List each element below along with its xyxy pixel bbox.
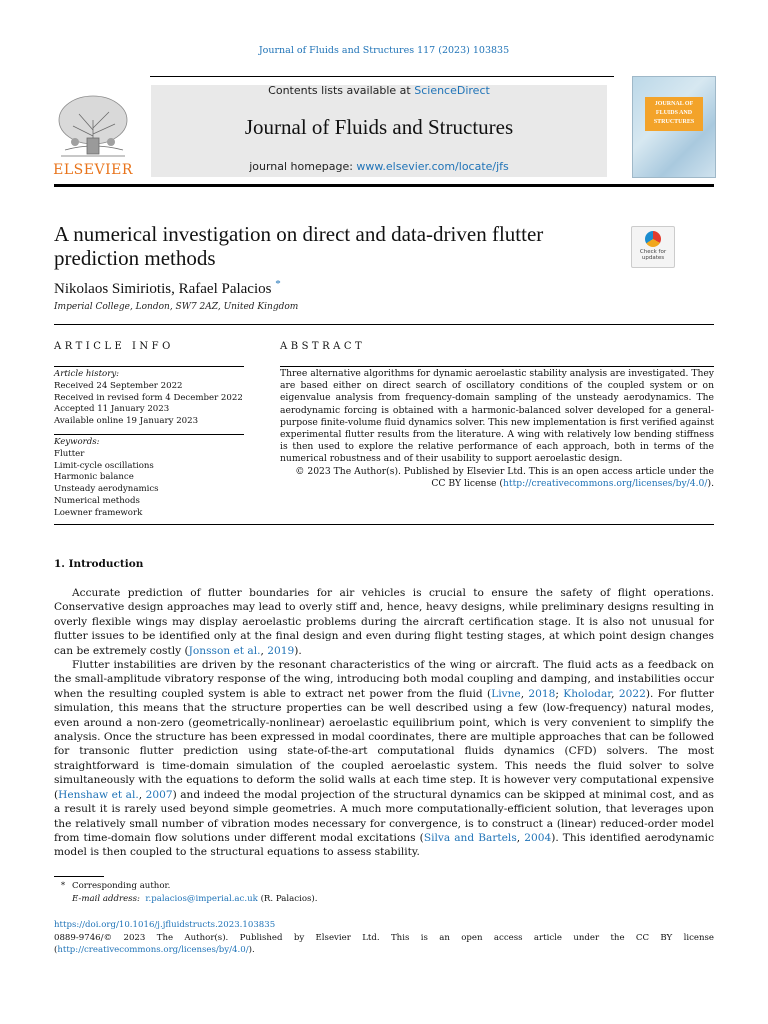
text-run: ). This identified aerodynamic model is then coupled to the structural equations to assess stability.: [54, 831, 715, 859]
abstract-text: Three alternative algorithms for dynamic aeroelastic stability analysis are investigated. They are based either on direct search of oscillatory conditions of the coupled system or on eigenvalue analysis from frequency-domain sampling of the unsteady aerodynamics. The aerodynamic forcing is obtained with a harmonic-balanced solver developed for a general-purpose finite-volume fluid dynamics solver. This new implementation is first verified against experimental flutter results from the literature. A wing with relatively low bending stiffness is then used to explore the relative performance of each approach, both in terms of the numerical robustness and of their usability to support aeroelastic design.: [280, 368, 715, 465]
copyright-prefix: © 2023 The Author(s). Published by Elsevier Ltd. This is an open access article under the CC BY license (: [295, 465, 714, 489]
license-link-footer[interactable]: http://creativecommons.org/licenses/by/4.0/: [57, 945, 249, 955]
citation-link[interactable]: Kholodar: [563, 687, 612, 700]
journal-title: Journal of Fluids and Structures: [244, 115, 514, 139]
keywords-heading: Keywords:: [54, 437, 100, 447]
license-link[interactable]: http://creativecommons.org/licenses/by/4.0/: [503, 477, 708, 489]
article-history: [54, 369, 254, 428]
affiliation: Imperial College, London, SW7 2AZ, United Kingdom: [54, 302, 299, 312]
history-item: Received 24 September 2022: [54, 380, 183, 391]
text-run: ,: [611, 687, 619, 700]
contents-prefix: Contents lists available at: [268, 84, 415, 97]
publisher-wordmark[interactable]: ELSEVIER: [53, 162, 133, 178]
abstract-rule: [280, 366, 714, 367]
citation-link[interactable]: Silva and Bartels: [423, 831, 517, 844]
citation-link[interactable]: Henshaw et al.: [58, 788, 139, 801]
corresponding-author-marker[interactable]: *: [275, 278, 281, 290]
keyword-item: Numerical methods: [54, 495, 140, 506]
email-note: [54, 893, 714, 906]
issn-prefix: 0889-9746/© 2023 The Author(s). Published by Elsevier Ltd. This is an open access article under the CC BY license (: [54, 932, 714, 955]
author-list: [54, 278, 281, 298]
crossmark-icon: [645, 231, 661, 247]
abstract-body: [280, 368, 714, 490]
citation-link[interactable]: Livne: [491, 687, 521, 700]
citation-year-link[interactable]: 2019: [267, 644, 295, 657]
paragraph: [54, 658, 714, 860]
text-run: ). For flutter simulation, this means that the structure properties can be well described using a few (low-frequency) natural modes, even around a non-zero (geometrically-nonlinear) aeroelastic equilibrium point, which is very convenient to simplify the analysis. Once the structure has been expressed in modal coordinates, there are multiple approaches that can be followed for transonic flutter prediction using state-of-the-art computational fluids dynamics (CFD) solvers. The most straightforward is time-domain simulation of the coupled aeroelastic system. This needs the fluid solver to solve simultaneously with the equations to deform the solid walls at each time step. It is however very computational expensive (: [54, 687, 714, 801]
keywords: [54, 437, 254, 520]
citation-link[interactable]: Jonsson et al.: [188, 644, 261, 657]
keyword-item: Loewner framework: [54, 507, 143, 518]
text-run: Accurate prediction of flutter boundaries for air vehicles is crucial to ensure the safety of flight operations. Conservative design approaches may lead to overly stiff and, hence, heavy designs, while preliminary designs resulting in overly flexible wings may display aeroelastic problems during the aircraft certification stage. It is also not unusual for flutter issues to be identified only at the final design and even during flight testing stages, at which point design changes can be extremely costly (: [54, 587, 714, 657]
footnote: [54, 880, 714, 905]
journal-homepage-line: [151, 160, 607, 173]
section-heading-introduction: 1. Introduction: [54, 558, 144, 570]
keyword-item: Limit-cycle oscillations: [54, 460, 154, 471]
citation-year-link[interactable]: 2004: [524, 831, 552, 844]
corresponding-author-note: [54, 880, 714, 893]
keyword-item: Flutter: [54, 448, 85, 459]
contents-line: [151, 84, 607, 97]
journal-citation[interactable]: Journal of Fluids and Structures 117 (2023) 103835: [258, 45, 510, 56]
abstract-copyright: [280, 466, 714, 490]
article-info-heading: ARTICLE INFO: [54, 341, 174, 352]
citation-year-link[interactable]: 2007: [145, 788, 173, 801]
history-heading: Article history:: [54, 369, 120, 379]
text-run: ;: [555, 687, 564, 700]
title-bottom-rule: [54, 324, 714, 325]
abstract-heading: ABSTRACT: [280, 341, 366, 352]
history-item: Available online 19 January 2023: [54, 416, 199, 427]
text-run: Flutter instabilities are driven by the resonant characteristics of the wing or aircraft. The fluid acts as a feedback on the small-amplitude vibratory response of the wing, introducing both modal coupling and damping, and instabilities occur when the resulting coupled system is able to extract net power from the fluid (: [54, 659, 714, 700]
email-link[interactable]: r.palacios@imperial.ac.uk: [145, 893, 258, 904]
text-run: ,: [260, 644, 268, 657]
authors-names: Nikolaos Simiriotis, Rafael Palacios: [54, 281, 272, 297]
article-info-rule: [54, 366, 244, 367]
footnote-mark: *: [60, 881, 66, 891]
doi-block: [54, 919, 714, 957]
text-run: ).: [294, 644, 302, 657]
history-keywords-rule: [54, 434, 244, 435]
issn-line: [54, 932, 714, 957]
text-run: ,: [520, 687, 529, 700]
header-top-rule: [150, 76, 614, 77]
cover-title: JOURNAL OF FLUIDS AND STRUCTURES: [645, 97, 703, 131]
paper-title: A numerical investigation on direct and data-driven flutter prediction methods: [54, 222, 544, 270]
text-run: ) and indeed the modal projection of the structural dynamics can be skipped at minimal cost, and as a result it is rarely used beyond simple geometries. A much more computationally-efficient solution, that leverages upon the relatively small number of vibration modes necessary for convergence, is to construct a (linear) reduced-order model from time-domain flow solutions under different modal excitations (: [54, 788, 714, 844]
copyright-suffix: ).: [707, 477, 714, 489]
text-run: ,: [138, 788, 146, 801]
email-suffix: (R. Palacios).: [257, 893, 318, 904]
introduction-body: [54, 586, 714, 860]
sciencedirect-link[interactable]: ScienceDirect: [414, 84, 490, 97]
history-item: Received in revised form 4 December 2022: [54, 392, 243, 403]
footnote-rule: [54, 876, 104, 877]
text-run: ,: [516, 831, 525, 844]
abstract-bottom-rule: [54, 524, 714, 525]
homepage-prefix: journal homepage:: [249, 160, 357, 173]
corresponding-label: Corresponding author.: [72, 881, 171, 891]
paragraph: [54, 586, 714, 658]
doi-link[interactable]: https://doi.org/10.1016/j.jfluidstructs.2023.103835: [54, 920, 276, 930]
keyword-item: Harmonic balance: [54, 472, 134, 483]
citation-year-link[interactable]: 2022: [618, 687, 646, 700]
journal-cover-image[interactable]: [632, 76, 716, 178]
check-for-updates-badge[interactable]: [631, 226, 675, 268]
keyword-item: Unsteady aerodynamics: [54, 484, 159, 495]
journal-homepage-link[interactable]: www.elsevier.com/locate/jfs: [356, 160, 509, 173]
header-thick-rule: [54, 184, 714, 187]
history-item: Accepted 11 January 2023: [54, 404, 170, 415]
badge-line1: Check for: [639, 249, 667, 255]
issn-suffix: ).: [248, 945, 255, 955]
badge-line2: updates: [641, 255, 665, 261]
citation-year-link[interactable]: 2018: [528, 687, 556, 700]
email-label: E-mail address:: [72, 893, 140, 904]
